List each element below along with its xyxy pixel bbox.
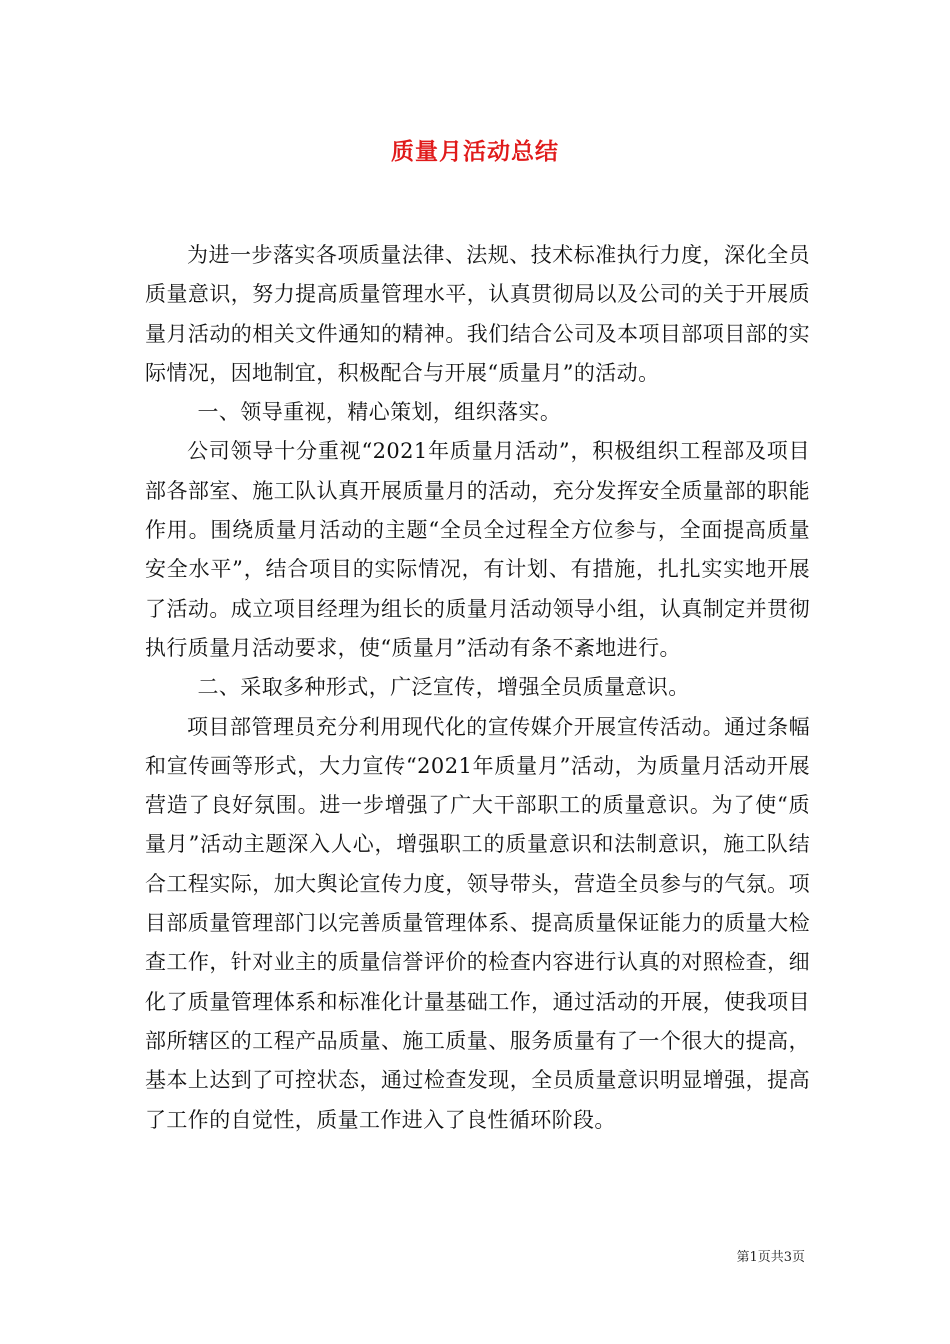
paragraph-section-2: 项目部管理员充分利用现代化的宣传媒介开展宣传活动。通过条幅和宣传画等形式，大力宣传“2021年质量月”活动，为质量月活动开展营造了良好氛围。进一步增强了广大干部职工的质量意识。为了使“质量月”活动主题深入人心，增强职工的质量意识和法制意识，施工队结合工程实际，加大舆论宣传力度，领导带头，营造全员参与的气氛。项目部质量管理部门以完善质量管理体系、提高质量保证能力的质量大检查工作，针对业主的质量信誉评价的检查内容进行认真的对照检查，细化了质量管理体系和标准化计量基础工作，通过活动的开展，使我项目部所辖区的工程产品质量、施工质量、服务质量有了一个很大的提高，基本上达到了可控状态，通过检查发现，全员质量意识明显增强，提高了工作的自觉性，质量工作进入了良性循环阶段。 (145, 714, 810, 1132)
paragraph-intro: 为进一步落实各项质量法律、法规、技术标准执行力度，深化全员质量意识，努力提高质量管理水平，认真贯彻局以及公司的关于开展质量月活动的相关文件通知的精神。我们结合公司及本项目部项目部的实际情况，因地制宜，积极配合与开展“质量月”的活动。 (145, 243, 810, 385)
section-heading-2: 二、采取多种形式，广泛宣传，增强全员质量意识。 (197, 675, 690, 700)
section-heading-1: 一、领导重视，精心策划，组织落实。 (197, 400, 562, 425)
page-number: 第1页共3页 (736, 1250, 805, 1265)
document-title: 质量月活动总结 (391, 139, 559, 165)
document-body (145, 236, 810, 1140)
paragraph-section-1: 公司领导十分重视“2021年质量月活动”，积极组织工程部及项目部各部室、施工队认真开展质量月的活动，充分发挥安全质量部的职能作用。围绕质量月活动的主题“全员全过程全方位参与，全面提高质量安全水平”，结合项目的实际情况，有计划、有措施，扎扎实实地开展了活动。成立项目经理为组长的质量月活动领导小组，认真制定并贯彻执行质量月活动要求，使“质量月”活动有条不紊地进行。 (145, 439, 810, 660)
